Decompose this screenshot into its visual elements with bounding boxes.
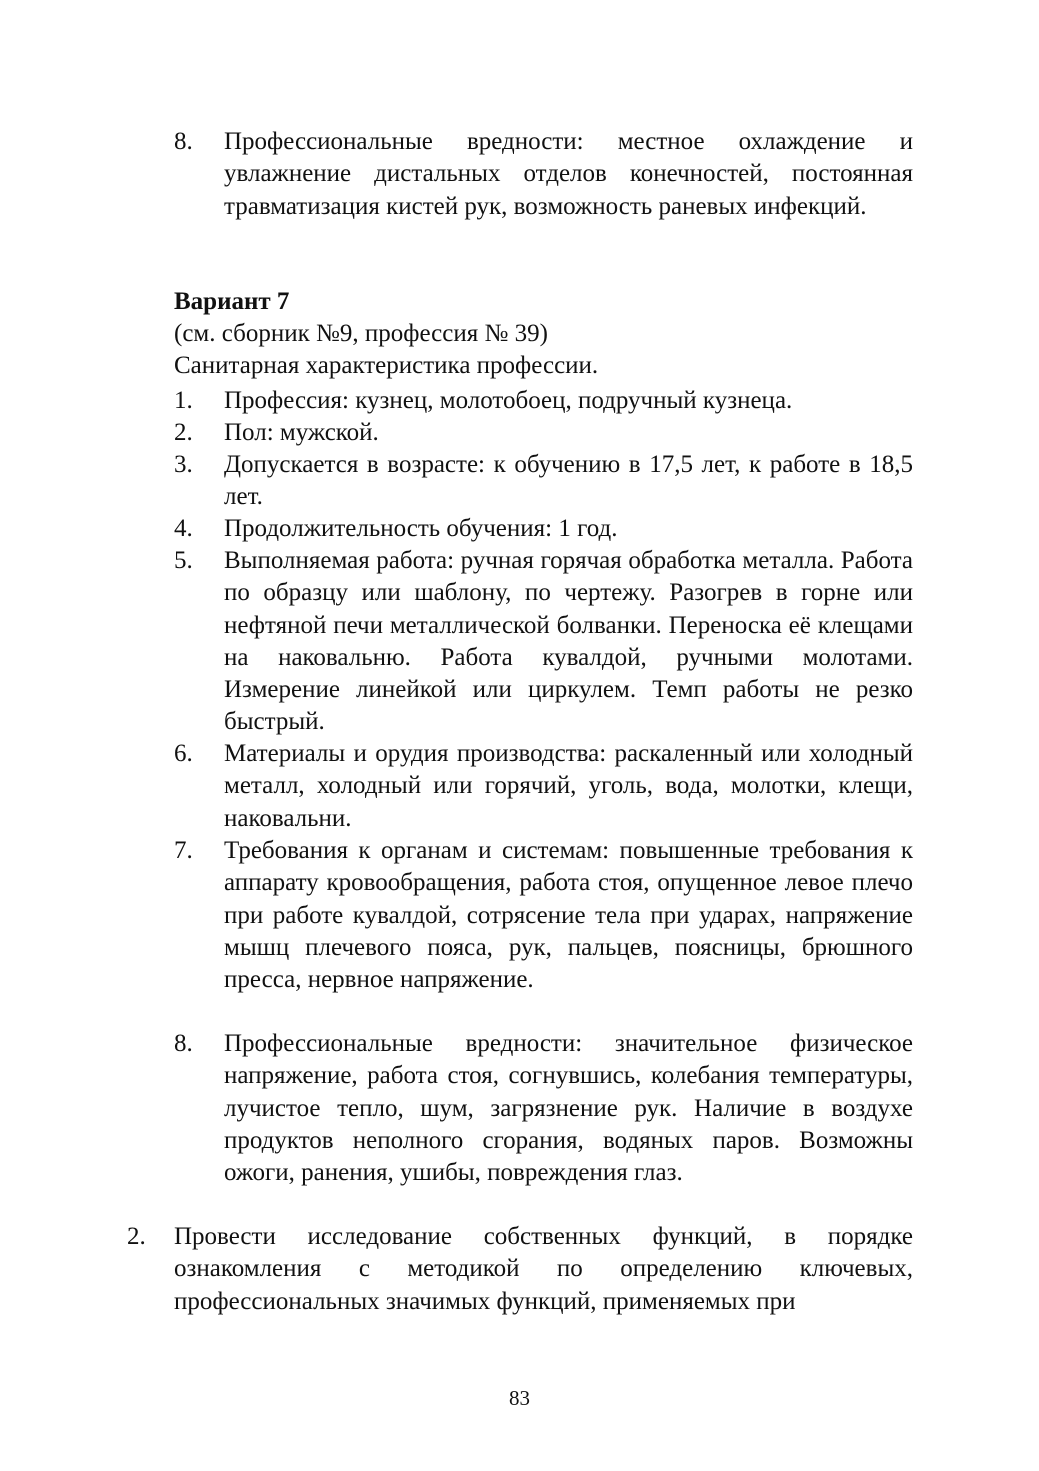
page-number: 83 [509,1386,530,1410]
task-item-2 [127,1221,913,1318]
list-item-1 [174,385,913,417]
list-item-text: Профессия: кузнец, молотобоец, подручный кузнеца. [224,387,793,414]
list-item-text: Профессиональные вредности: местное охлаждение и увлажнение дистальных отделов конечностей, постоянная травматизация кистей рук, возможность раневых инфекций. [224,128,913,220]
list-item-text: Продолжительность обучения: 1 год. [224,515,618,542]
variant-title: Вариант 7 [174,288,290,315]
list-item-number: 7. [174,837,193,864]
prev-list-item-8 [174,126,913,223]
list-item-number: 2. [174,419,193,446]
list-item-number: 3. [174,451,193,478]
variant-reference: (см. сборник №9, профессия № 39) [174,320,548,347]
task-item-number: 2. [127,1223,146,1250]
list-item-text: Пол: мужской. [224,419,379,446]
list-item-number: 4. [174,515,193,542]
list-item-7 [174,835,913,996]
list-item-text: Профессиональные вредности: значительное физическое напряжение, работа стоя, согнувшись, колебания температуры, лучистое тепло, шум, загрязнение рук. Наличие в воздухе продуктов неполного сгорания, водяных паров. Возможны ожоги, ранения, ушибы, повреждения глаз. [224,1030,913,1187]
list-item-text: Выполняемая работа: ручная горячая обработка металла. Работа по образцу или шаблону, по чертежу. Разогрев в горне или нефтяной печи металлической болванки. Переноска её клещами на наковальню. Работа кувалдой, ручными молотами. Измерение линейкой или циркулем. Темп работы не резко быстрый. [224,547,913,736]
list-item-number: 6. [174,740,193,767]
list-item-number: 8. [174,128,193,155]
list-item-text: Материалы и орудия производства: раскаленный или холодный металл, холодный или горячий, уголь, вода, молотки, клещи, наковальни. [224,740,913,832]
list-item-6 [174,738,913,835]
task-item-text: Провести исследование собственных функций, в порядке ознакомления с методикой по определению ключевых, профессиональных значимых функций, применяемых при [174,1223,913,1315]
list-item-number: 5. [174,547,193,574]
list-item-2 [174,417,913,449]
list-item-number: 8. [174,1030,193,1057]
list-item-8 [174,1028,913,1189]
list-item-number: 1. [174,387,193,414]
list-item-4 [174,513,913,545]
list-item-3 [174,449,913,514]
list-item-5 [174,545,913,739]
list-item-text: Требования к органам и системам: повышенные требования к аппарату кровообращения, работа стоя, опущенное левое плечо при работе кувалдой, сотрясение тела при ударах, напряжение мышц плечевого пояса, рук, пальцев, поясницы, брюшного пресса, нервное напряжение. [224,837,913,994]
list-item-text: Допускается в возрасте: к обучению в 17,5 лет, к работе в 18,5 лет. [224,451,913,511]
variant-subtitle: Санитарная характеристика профессии. [174,352,599,379]
